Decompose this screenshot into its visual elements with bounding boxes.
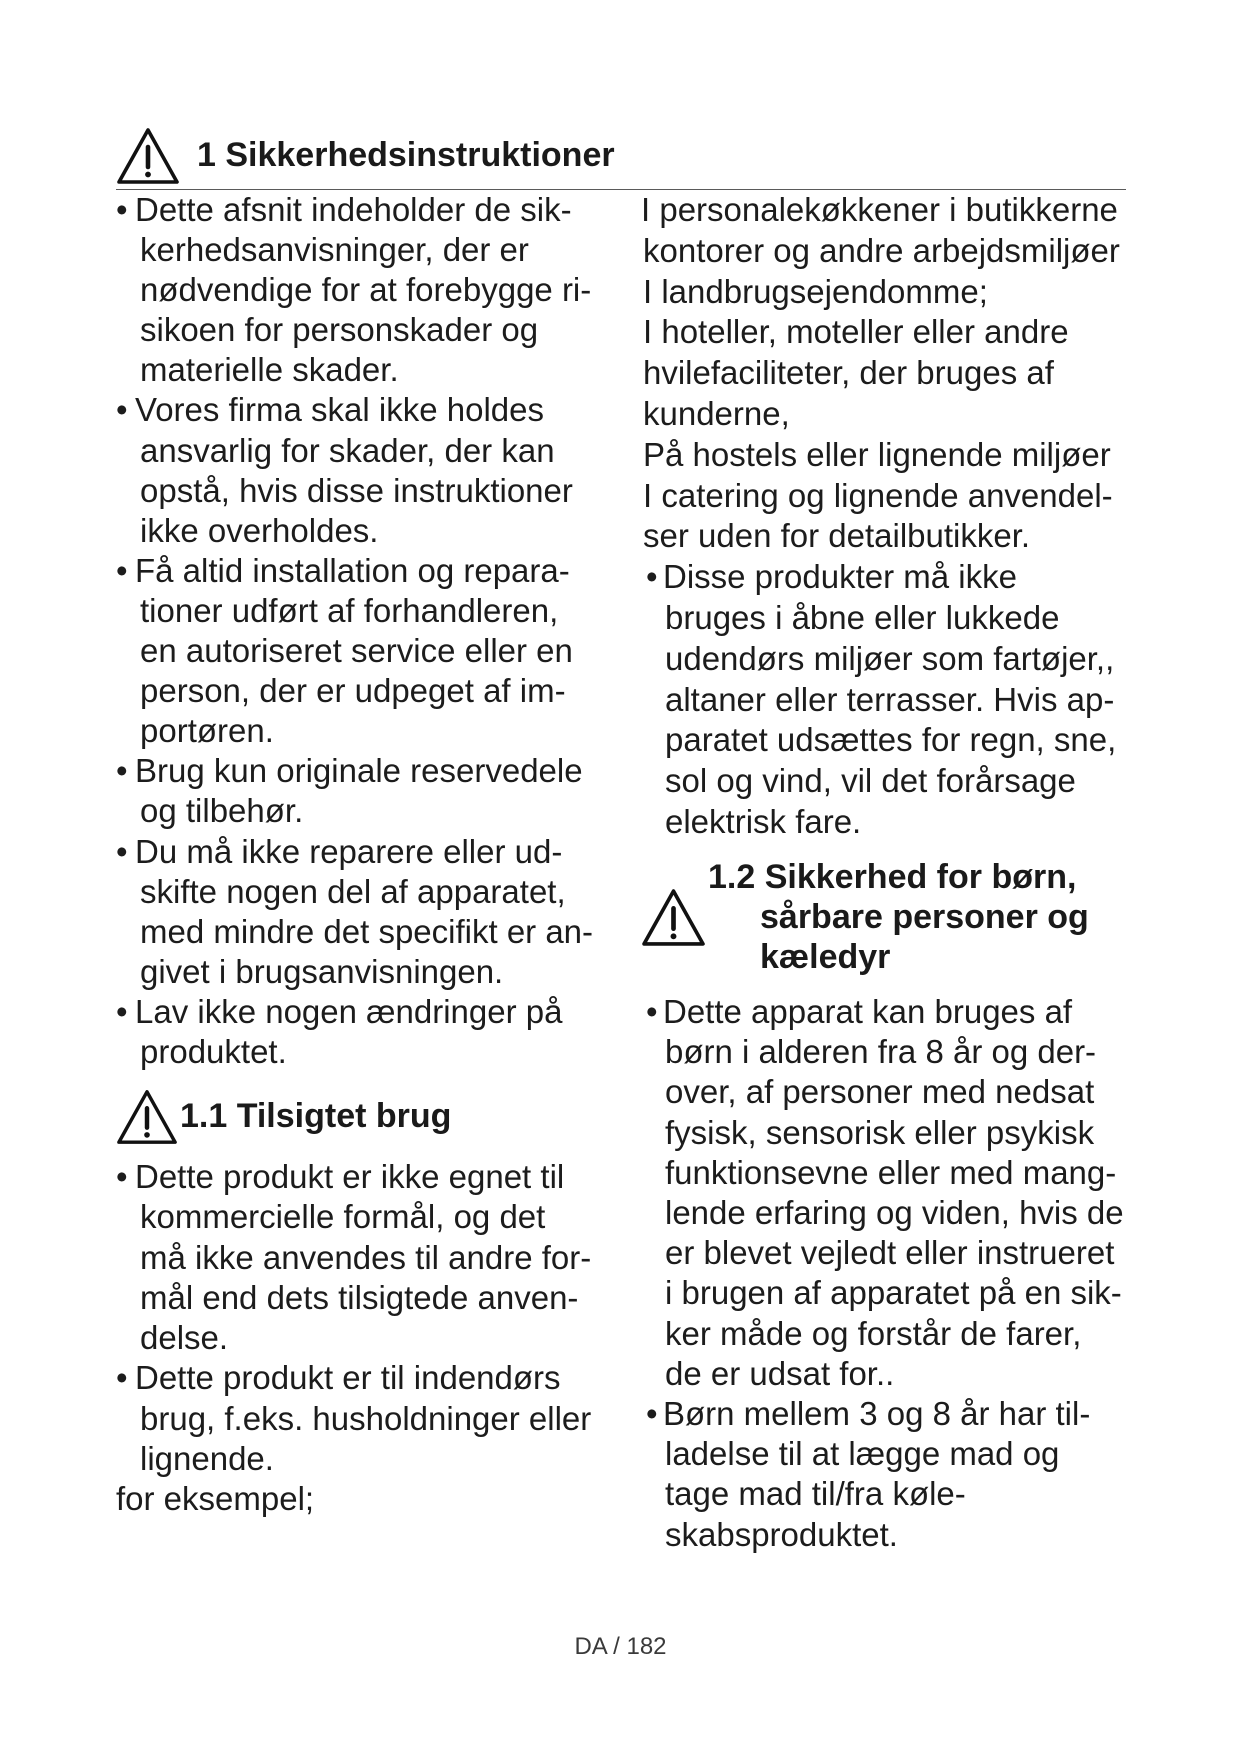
text-line: I hoteller, moteller eller andre <box>643 313 1069 351</box>
text-line: en autoriseret service eller en <box>140 632 573 670</box>
bullet-item <box>116 832 616 992</box>
text-line: kommercielle formål, og det <box>140 1198 546 1236</box>
environment-lines <box>643 190 1203 557</box>
text-line: lende erfaring og viden, hvis de <box>665 1194 1124 1232</box>
text-line: ansvarlig for skader, der kan <box>140 431 555 469</box>
text-line: må ikke anvendes til andre for- <box>140 1238 592 1276</box>
text-line: produktet. <box>140 1032 287 1070</box>
warning-triangle-icon <box>116 127 180 185</box>
text-line: 1.2 Sikkerhed for børn, <box>708 858 1077 896</box>
bullet-item <box>643 992 1203 1394</box>
text-line: • Vores firma skal ikke holdes <box>135 391 545 429</box>
text-line: udendørs miljøer som fartøjer,, <box>665 639 1115 677</box>
trailing-text: for eksempel; <box>116 1480 315 1518</box>
text-line: nødvendige for at forebygge ri- <box>140 271 592 309</box>
text-line: ikke overholdes. <box>140 511 379 549</box>
text-line: I landbrugsejendomme; <box>643 272 988 310</box>
safety-bullet-list <box>116 190 616 1072</box>
text-line: sol og vind, vil det forårsage <box>665 762 1076 800</box>
text-line: • Børn mellem 3 og 8 år har til- <box>663 1395 1091 1433</box>
text-line: i brugen af apparatet på en sik- <box>665 1274 1122 1312</box>
text-line: kæledyr <box>760 938 891 976</box>
text-line: givet i brugsanvisningen. <box>140 952 504 990</box>
text-line: tioner udført af forhandleren, <box>140 591 559 629</box>
text-line: skifte nogen del af apparatet, <box>140 872 566 910</box>
section-title: 1 Sikkerhedsinstruktioner <box>197 136 615 174</box>
bullet-item <box>116 1358 616 1479</box>
intended-use-bullet-list <box>116 1157 616 1479</box>
text-line: er blevet vejledt eller instrueret <box>665 1234 1115 1272</box>
text-line: • Få altid installation og repara- <box>135 551 570 589</box>
text-line: sikoen for personskader og <box>140 311 539 349</box>
text-line: • Dette produkt er ikke egnet til <box>135 1158 565 1195</box>
text-line: lignende. <box>140 1440 274 1478</box>
bullet-item <box>116 551 616 751</box>
text-line: paratet udsættes for regn, sne, <box>665 721 1117 759</box>
text-line: skabsproduktet. <box>665 1515 898 1553</box>
bullet-item <box>643 1394 1203 1555</box>
text-line: med mindre det specifikt er an- <box>140 912 594 950</box>
text-line: og tilbehør. <box>140 792 304 830</box>
text-line: • Disse produkter må ikke <box>663 558 1017 596</box>
text-line: • Brug kun originale reservedele <box>135 752 583 790</box>
text-line: altaner eller terrasser. Hvis ap- <box>665 680 1115 718</box>
child-safety-bullet-list <box>643 992 1203 1555</box>
text-line: I personalekøkkener i butikkerne <box>641 191 1118 228</box>
warning-triangle-icon <box>116 1088 178 1146</box>
text-line: tage mad til/fra køle- <box>665 1475 966 1513</box>
text-line: kerhedsanvisninger, der er <box>140 231 529 269</box>
text-line: sårbare personer og <box>760 898 1089 936</box>
text-line: • Dette apparat kan bruges af <box>663 993 1073 1030</box>
usage-environments-section <box>643 190 1203 843</box>
text-line: portøren. <box>140 712 274 750</box>
text-line: materielle skader. <box>140 351 399 389</box>
text-line: børn i alderen fra 8 år og der- <box>665 1033 1097 1071</box>
subsection-title-intended-use: 1.1 Tilsigtet brug <box>180 1097 452 1135</box>
text-line: • Dette afsnit indeholder de sik- <box>135 191 572 228</box>
subsection-title-child-safety <box>708 857 1089 977</box>
text-line: ladelse til at lægge mad og <box>665 1435 1060 1473</box>
text-line: fysisk, sensorisk eller psykisk <box>665 1113 1095 1151</box>
text-line: • Dette produkt er til indendørs <box>135 1359 561 1397</box>
text-line: bruges i åbne eller lukkede <box>665 598 1060 636</box>
bullet-item <box>116 190 616 390</box>
text-line: ser uden for detailbutikker. <box>643 517 1031 555</box>
text-line: I catering og lignende anvendel- <box>643 476 1113 514</box>
text-line: kontorer og andre arbejdsmiljøer <box>643 231 1120 269</box>
bullet-item <box>116 751 616 831</box>
bullet-item <box>116 390 616 550</box>
text-line: delse. <box>140 1319 229 1357</box>
intended-use-section <box>116 1157 616 1520</box>
text-line: de er udsat for.. <box>665 1354 895 1392</box>
bullet-item <box>643 557 1203 843</box>
text-line: funktionsevne eller med mang- <box>665 1153 1117 1191</box>
text-line: På hostels eller lignende miljøer <box>643 435 1111 473</box>
text-line: elektrisk fare. <box>665 802 862 840</box>
page-number: DA / 182 <box>574 1633 667 1660</box>
bullet-item <box>116 1157 616 1358</box>
text-line: • Du må ikke reparere eller ud- <box>135 832 563 870</box>
text-line: brug, f.eks. husholdninger eller <box>140 1399 592 1437</box>
text-line: hvilefaciliteter, der bruges af <box>643 354 1054 392</box>
text-line: • Lav ikke nogen ændringer på <box>135 992 563 1030</box>
warning-triangle-icon <box>641 888 706 947</box>
outdoor-warning-bullet-list <box>643 557 1203 843</box>
text-line: mål end dets tilsigtede anven- <box>140 1278 579 1316</box>
bullet-item <box>116 992 616 1072</box>
text-line: person, der er udpeget af im- <box>140 672 566 710</box>
text-line: ker måde og forstår de farer, <box>665 1314 1082 1352</box>
text-line: opstå, hvis disse instruktioner <box>140 471 573 509</box>
text-line: kunderne, <box>643 394 790 432</box>
text-line: over, af personer med nedsat <box>665 1073 1095 1111</box>
